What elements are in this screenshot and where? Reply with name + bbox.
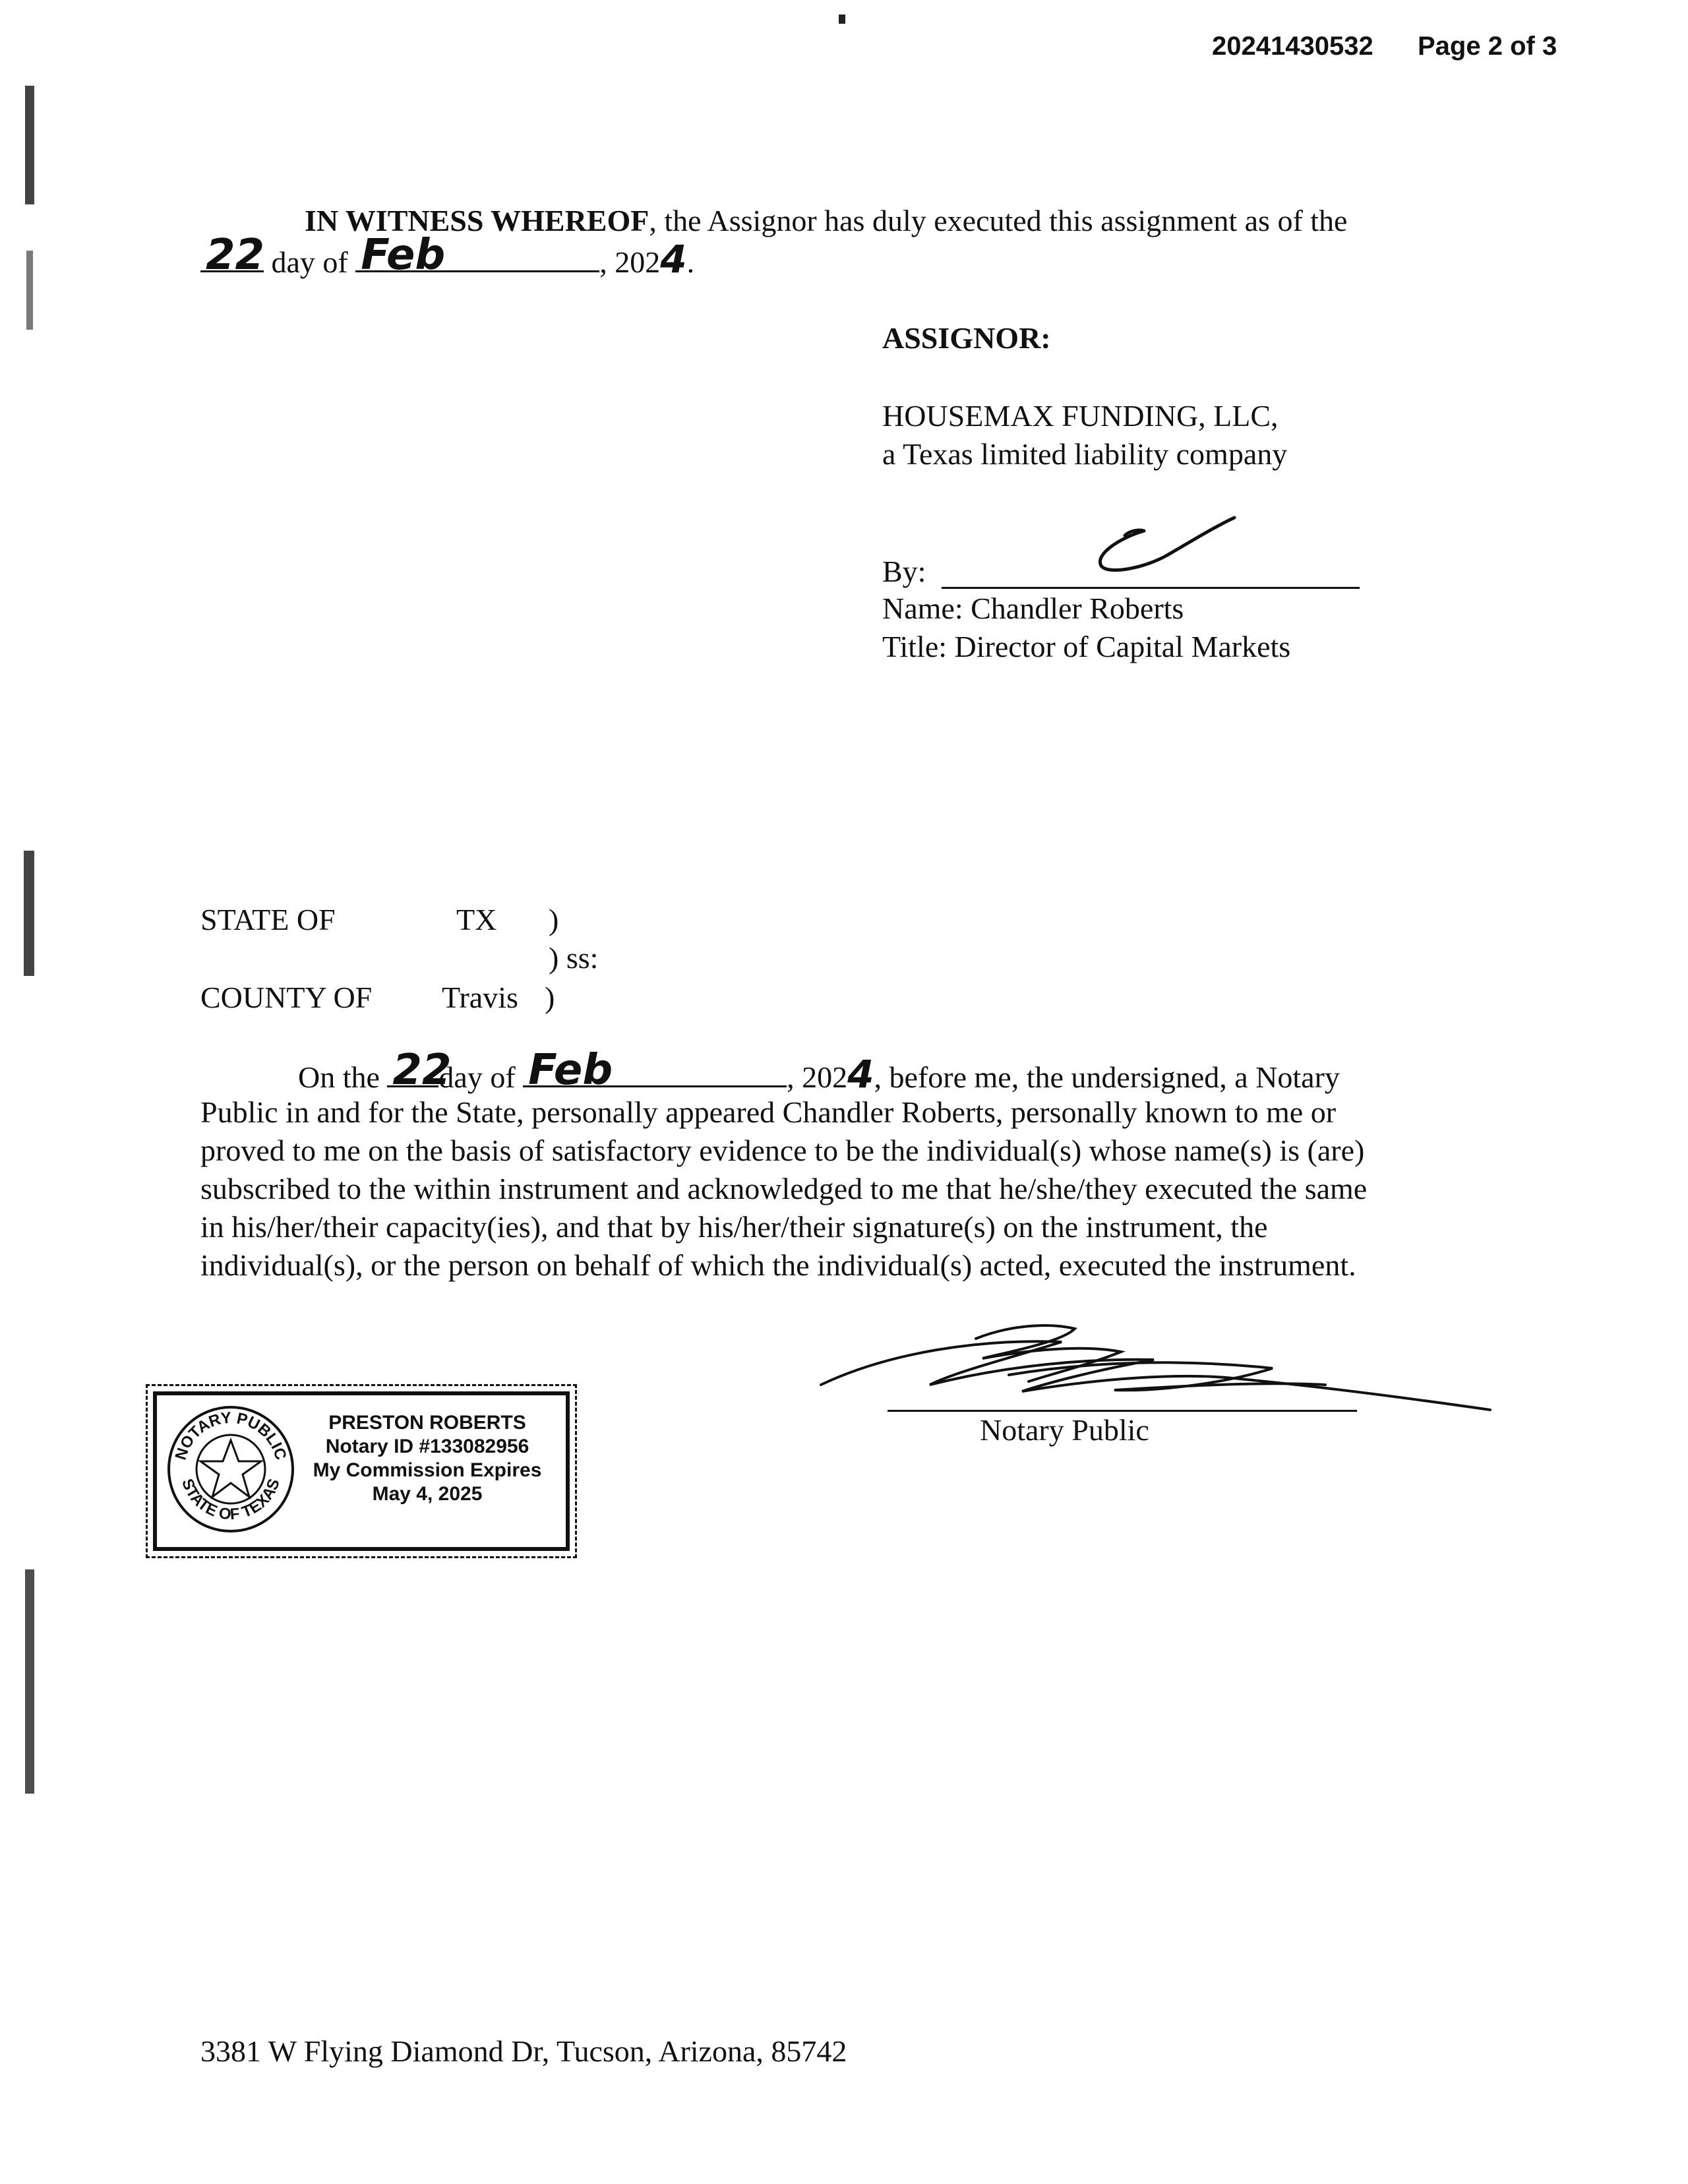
- footer-address: 3381 W Flying Diamond Dr, Tucson, Arizona, 85742: [200, 2034, 847, 2068]
- witness-month-handwritten: Feb: [361, 231, 446, 280]
- witness-day-of: day of: [264, 245, 356, 279]
- ack-line-5: in his/her/their capacity(ies), and that by his/her/their signature(s) on the instrument, the: [200, 1210, 1268, 1244]
- notary-stamp-expiry: May 4, 2025: [372, 1483, 483, 1505]
- svg-text:NOTARY PUBLIC: NOTARY PUBLIC: [171, 1409, 290, 1463]
- venue-paren-3: ): [545, 981, 555, 1014]
- notary-signature: [811, 1312, 1503, 1431]
- ack-on-the: On the: [298, 1060, 388, 1094]
- witness-year-digit: 4: [660, 237, 687, 282]
- venue-state-value: TX: [456, 903, 497, 936]
- ack-day-of: day of: [438, 1060, 524, 1094]
- witness-year-prefix: , 202: [599, 245, 661, 279]
- notary-label: Notary Public: [980, 1413, 1149, 1447]
- assignor-company-desc: a Texas limited liability company: [882, 437, 1288, 471]
- notary-stamp: [153, 1391, 570, 1551]
- witness-day-blank: [200, 231, 265, 280]
- witness-month-blank: [355, 231, 599, 280]
- notary-stamp-name: PRESTON ROBERTS: [328, 1412, 526, 1434]
- ack-line-3: proved to me on the basis of satisfactory evidence to be the individual(s) whose name(s) is (are): [200, 1134, 1365, 1167]
- witness-period: .: [686, 245, 695, 279]
- ack-year-prefix: , 202: [787, 1060, 848, 1094]
- ack-day-handwritten: 22: [392, 1046, 452, 1095]
- scan-artifact: [839, 15, 845, 24]
- venue-state-label: STATE OF: [200, 903, 336, 936]
- assignor-signature: [1081, 514, 1240, 587]
- ack-line-2: Public in and for the State, personally appeared Chandler Roberts, personally known to me or: [200, 1095, 1337, 1129]
- ack-month-blank: [523, 1046, 787, 1095]
- assignor-company: HOUSEMAX FUNDING, LLC,: [882, 399, 1279, 433]
- ack-line-6: individual(s), or the person on behalf of which the individual(s) acted, executed the instrument.: [200, 1248, 1356, 1282]
- assignor-signature-line: [942, 587, 1360, 589]
- assignor-heading: ASSIGNOR:: [882, 321, 1051, 355]
- notary-stamp-text: [299, 1411, 556, 1506]
- witness-lead: IN WITNESS WHEREOF: [305, 204, 649, 237]
- venue-ss: ) ss:: [549, 941, 599, 975]
- witness-lead-rest: , the Assignor has duly executed this assignment as of the: [649, 204, 1348, 237]
- notary-seal-icon: [165, 1403, 297, 1535]
- notary-stamp-id: Notary ID #133082956: [325, 1436, 529, 1457]
- scan-artifact: [24, 851, 34, 976]
- ack-year-digit: 4: [847, 1052, 874, 1097]
- witness-line-2: [200, 231, 695, 282]
- ack-line-1: [298, 1046, 1340, 1097]
- ack-day-blank: [387, 1046, 452, 1095]
- witness-day-handwritten: 22: [206, 231, 265, 280]
- document-number: 20241430532: [1212, 32, 1373, 61]
- notary-stamp-commission: My Commission Expires: [313, 1459, 542, 1481]
- ack-line-4: subscribed to the within instrument and acknowledged to me that he/she/they executed the same: [200, 1172, 1368, 1205]
- page-indicator: Page 2 of 3: [1418, 32, 1557, 61]
- venue-county-label: COUNTY OF: [200, 981, 373, 1014]
- assignor-by-label: By:: [882, 555, 926, 588]
- ack-month-handwritten: Feb: [528, 1046, 613, 1095]
- assignor-title: Title: Director of Capital Markets: [882, 630, 1291, 663]
- scan-artifact: [26, 251, 33, 330]
- assignor-name: Name: Chandler Roberts: [882, 592, 1184, 625]
- venue-paren-1: ): [549, 903, 559, 936]
- scan-artifact: [25, 1569, 34, 1794]
- witness-line-1: [305, 202, 1347, 240]
- ack-line-1-rest: , before me, the undersigned, a Notary: [874, 1060, 1340, 1094]
- scan-artifact: [25, 86, 34, 204]
- venue-county-value: Travis: [442, 981, 518, 1014]
- svg-text:STATE OF TEXAS: STATE OF TEXAS: [178, 1476, 284, 1524]
